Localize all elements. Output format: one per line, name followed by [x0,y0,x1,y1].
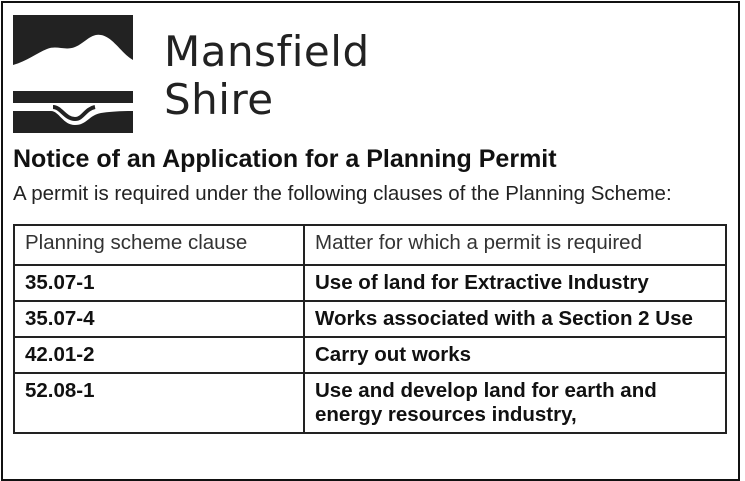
table-row [14,301,726,337]
clause-cell: 35.07-1 [14,265,304,301]
notice-title: Notice of an Application for a Planning Permit [13,145,557,173]
brand-line-1: Mansfield [164,27,370,76]
clause-cell: 52.08-1 [14,373,304,433]
permit-clauses-table [13,224,727,434]
notice-subtitle: A permit is required under the following clauses of the Planning Scheme: [13,182,672,205]
column-header-matter: Matter for which a permit is required [304,225,726,265]
table-row [14,337,726,373]
clause-cell: 35.07-4 [14,301,304,337]
matter-cell: Carry out works [304,337,726,373]
matter-cell: Works associated with a Section 2 Use [304,301,726,337]
column-header-clause: Planning scheme clause [14,225,304,265]
table-row [14,373,726,433]
clause-cell: 42.01-2 [14,337,304,373]
brand-name [164,28,370,124]
brand-line-2: Shire [164,75,274,124]
matter-cell: Use of land for Extractive Industry [304,265,726,301]
matter-cell: Use and develop land for earth and energy resources industry, [304,373,726,433]
table-row [14,265,726,301]
table-header-row [14,225,726,265]
mansfield-shire-logo-icon [13,15,133,133]
